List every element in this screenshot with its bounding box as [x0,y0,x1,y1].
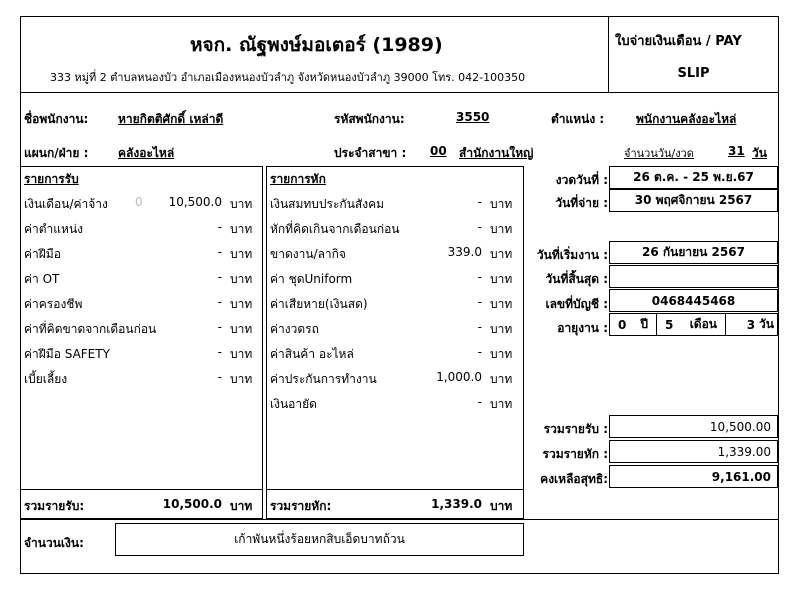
deduction-header: รายการหัก [270,172,326,186]
months-unit: เดือน [689,317,717,331]
income-row-label: เบี้ยเลี้ยง [24,372,68,386]
branch-label: ประจำสาขา : [334,146,407,160]
tenure-years: 0 [618,317,627,332]
employee-code: 3550 [456,110,490,124]
period-value [609,166,778,189]
income-row-label: ค่าครองชีพ [24,297,83,311]
deduction-row-amount: - [477,345,482,359]
income-total-label: รวมรายรับ: [24,499,85,513]
period-text: 26 ต.ค. - 25 พ.ย.67 [633,170,754,184]
deduction-total-divider [266,489,524,490]
total-deduct-value: 1,339.00 [717,444,771,459]
days-unit: วัน [752,146,767,160]
account-value [609,289,778,312]
deduction-row-amount: 1,000.0 [436,370,482,384]
dept-label: แผนก/ฝ่าย : [24,146,89,160]
income-row-unit: บาท [230,222,253,236]
deduction-row-unit: บาท [490,272,513,286]
deduction-row-label: หักที่คิดเกินจากเดือนก่อน [270,222,400,236]
tenure-months-cell [656,313,726,336]
start-label: วันที่เริ่มงาน : [536,248,608,262]
employee-code-label: รหัสพนักงาน: [334,112,405,126]
deduction-row-amount: - [477,395,482,409]
deduction-row-unit: บาท [490,247,513,261]
deduction-box [266,166,524,519]
net-label: คงเหลือสุทธิ: [540,472,608,486]
deduction-row-label: ค่างวดรถ [270,322,319,336]
income-row-label: ค่าฝีมือ SAFETY [24,347,110,361]
end-value [609,265,778,288]
total-income-cell [609,415,778,438]
income-total: 10,500.0 [162,497,222,511]
income-row-label: ค่าที่คิดขาดจากเดือนก่อน [24,322,157,336]
period-label: งวดวันที่ : [555,173,608,187]
position-label: ตำแหน่ง : [551,112,605,126]
income-total-unit: บาท [230,499,253,513]
total-deduct-label: รวมรายหัก : [542,447,608,461]
deduction-row-label: ขาดงาน/ลากิจ [270,247,346,261]
deduction-row-amount: - [477,320,482,334]
total-deduct-cell [609,440,778,463]
net-value: 9,161.00 [711,469,771,484]
pay-date-value [609,189,778,212]
total-income-label: รวมรายรับ : [543,422,608,436]
income-row-amount: - [217,370,222,384]
deduction-row-unit: บาท [490,347,513,361]
deduction-total-label: รวมรายหัก: [270,499,332,513]
deduction-row-unit: บาท [490,297,513,311]
branch-code: 00 [430,144,447,158]
income-box [20,166,263,519]
pay-date-label: วันที่จ่าย : [555,196,608,210]
income-row-amount: - [217,320,222,334]
days-label: จำนวนวัน/งวด [624,147,694,160]
account-label: เลขที่บัญชี : [545,297,608,311]
income-row-unit: บาท [230,372,253,386]
deduction-row-amount: - [477,220,482,234]
deduction-row-unit: บาท [490,222,513,236]
income-row-amount: - [217,220,222,234]
tenure-days-cell [725,313,778,336]
deduction-row-unit: บาท [490,322,513,336]
deduction-total-unit: บาท [490,499,513,513]
deduction-row-amount: - [477,195,482,209]
doc-title-line2: SLIP [677,66,710,81]
deduction-row-unit: บาท [490,197,513,211]
income-row-unit: บาท [230,347,253,361]
income-row-amount: - [217,295,222,309]
deduction-row-label: ค่าสินค้า อะไหล่ [270,347,354,361]
deduction-row-label: ค่าเสียหาย(เงินสด) [270,297,368,311]
account-text: 0468445468 [651,293,736,308]
income-row-amount: - [217,345,222,359]
income-row-amount: 10,500.0 [168,195,222,209]
deduction-row-unit: บาท [490,397,513,411]
start-value [609,241,778,264]
tenure-days-unit: วัน [759,317,774,331]
header-divider [20,92,779,93]
branch-name: สำนักงานใหญ่ [459,146,534,160]
income-row-unit: บาท [230,247,253,261]
deduction-row-unit: บาท [490,372,513,386]
dept-value: คลังอะไหล่ [118,146,175,160]
deduction-row-label: ค่าประกันการทำงาน [270,372,377,386]
income-row-amount: - [217,270,222,284]
deduction-row-label: ค่า ชุดUniform [270,272,353,286]
deduction-row-amount: 339.0 [447,245,482,259]
tenure-months: 5 [665,317,674,332]
income-row-label: เงินเดือน/ค่าจ้าง [24,197,108,211]
deduction-total: 1,339.0 [431,497,482,511]
company-address: 333 หมู่ที่ 2 ตำบลหนองบัว อำเภอเมืองหนองบัวลำภู จังหวัดหนองบัวลำภู 39000 โทร. 042-100350 [50,71,526,84]
start-text: 26 กันยายน 2567 [642,245,745,259]
employee-name: หายกิตติศักดิ์ เหล่าดี [118,112,224,126]
doc-title-line1: ใบจ่ายเงินเดือน / PAY [615,34,742,49]
income-row-unit: บาท [230,197,253,211]
years-unit: ปี [640,317,648,331]
total-income-value: 10,500.00 [709,419,771,434]
income-row-label: ค่า OT [24,272,60,286]
tenure-label: อายุงาน : [557,321,608,335]
income-row-extra: 0 [135,195,143,209]
tenure-days: 3 [746,317,756,332]
tenure-years-cell [609,313,657,336]
income-total-divider [20,489,263,490]
net-cell [609,465,778,488]
deduction-row-label: เงินอายัด [270,397,317,411]
amount-words-box [115,523,524,556]
income-row-amount: - [217,245,222,259]
deduction-row-label: เงินสมทบประกันสังคม [270,197,385,211]
income-row-unit: บาท [230,297,253,311]
end-label: วันที่สิ้นสุด : [545,272,608,286]
income-row-label: ค่าตำแหน่ง [24,222,84,236]
amount-words-label: จำนวนเงิน: [24,536,84,550]
pay-date-text: 30 พฤศจิกายน 2567 [634,193,753,207]
income-header: รายการรับ [24,172,79,186]
deduction-row-amount: - [477,270,482,284]
words-divider [20,519,779,520]
income-row-unit: บาท [230,322,253,336]
company-name: หจก. ณัฐพงษ์มอเตอร์ (1989) [190,34,443,56]
income-row-label: ค่าฝีมือ [24,247,61,261]
deduction-row-amount: - [477,295,482,309]
amount-words-text: เก้าพันหนึ่งร้อยหกสิบเอ็ดบาทถ้วน [234,532,405,546]
income-row-unit: บาท [230,272,253,286]
position-value: พนักงานคลังอะไหล่ [636,112,737,126]
employee-name-label: ชื่อพนักงาน: [24,112,89,126]
days-value: 31 [728,144,745,158]
